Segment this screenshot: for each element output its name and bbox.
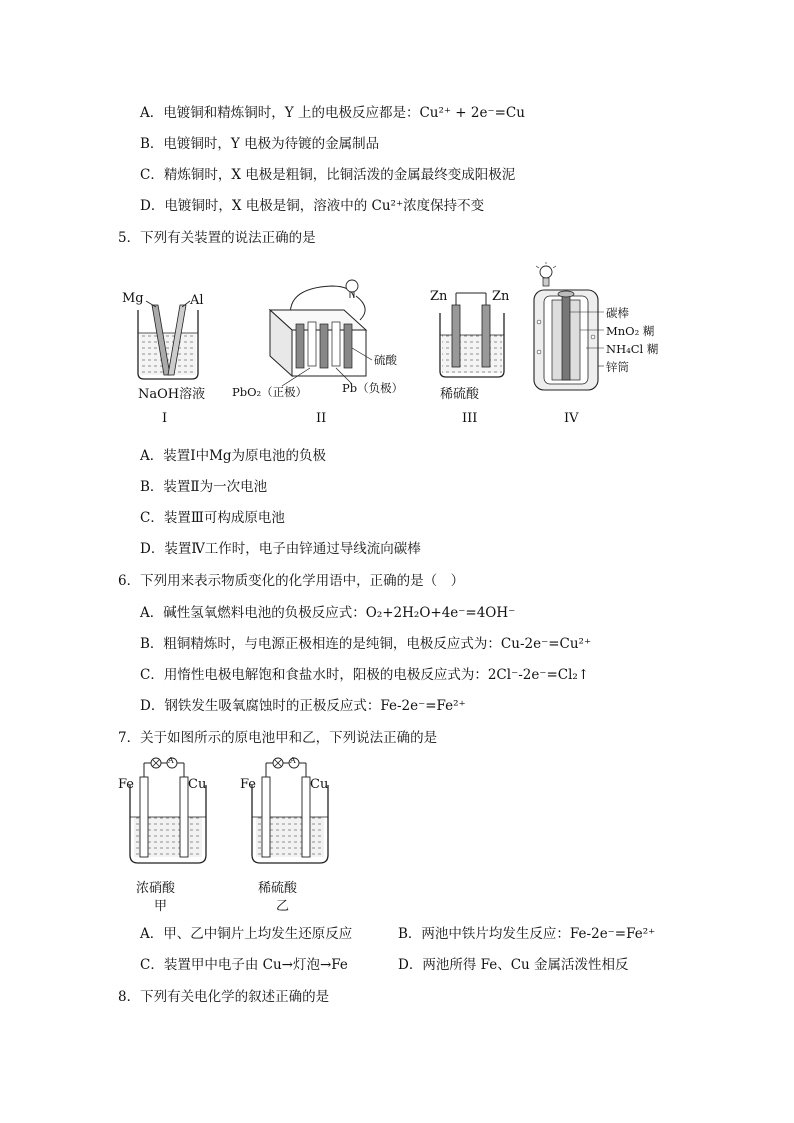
label-dilute-acid: 稀硫酸: [440, 387, 480, 402]
label-mno2: MnO₂ 糊: [606, 324, 655, 338]
q5-option-a: A．装置Ⅰ中Mg为原电池的负极: [140, 448, 327, 464]
label-pb: Pb（负极）: [342, 381, 404, 395]
q4-option-b: B．电镀铜时，Y 电极为待镀的金属制品: [140, 136, 380, 152]
q6-option-a: A．碱性氢氧燃料电池的负极反应式：O₂+2H₂O+4e⁻=4OH⁻: [140, 605, 516, 621]
q4-option-d: D．电镀铜时，X 电极是铜，溶液中的 Cu²⁺浓度保持不变: [140, 198, 485, 214]
q5-stem: 5．下列有关装置的说法正确的是: [118, 230, 316, 246]
label-nh4cl: NH₄Cl 糊: [606, 342, 659, 356]
q6-option-d: D．钢铁发生吸氧腐蚀时的正极反应式：Fe-2e⁻=Fe²⁺: [140, 698, 466, 714]
cell-yi-figure: [240, 755, 340, 915]
device-4-figure: [526, 262, 666, 430]
label-cu-yi: Cu: [310, 777, 329, 792]
device-1-figure: [118, 285, 218, 430]
label-jia: 甲: [154, 899, 168, 914]
q8-stem: 8．下列有关电化学的叙述正确的是: [118, 989, 330, 1005]
numeral-2: II: [316, 411, 327, 426]
label-yi: 乙: [276, 899, 290, 914]
device-3-figure: [428, 285, 518, 430]
q6-stem: 6．下列用来表示物质变化的化学用语中，正确的是（ ）: [118, 573, 465, 589]
label-conc-nitric: 浓硝酸: [136, 881, 176, 896]
q4-option-c: C．精炼铜时，X 电极是粗铜，比铜活泼的金属最终变成阳极泥: [140, 167, 516, 183]
q7-option-c: C．装置甲中电子由 Cu→灯泡→Fe: [140, 957, 348, 973]
label-cu-jia: Cu: [188, 777, 207, 792]
label-sulfuric-acid: 硫酸: [374, 353, 397, 367]
ammeter-symbol-yi: A: [290, 756, 296, 765]
label-al: Al: [190, 293, 204, 308]
label-naoh: NaOH溶液: [138, 387, 206, 402]
label-mg: Mg: [122, 291, 144, 306]
q7-option-b: B．两池中铁片均发生反应：Fe-2e⁻=Fe²⁺: [398, 926, 656, 942]
q4-option-a: A．电镀铜和精炼铜时，Y 上的电极反应都是：Cu²⁺ + 2e⁻=Cu: [140, 105, 525, 121]
q5-option-c: C．装置Ⅲ可构成原电池: [140, 510, 285, 526]
label-fe-yi: Fe: [240, 777, 257, 792]
q7-stem: 7．关于如图所示的原电池甲和乙，下列说法正确的是: [118, 730, 438, 746]
label-zn-right: Zn: [492, 289, 510, 304]
label-carbon-rod: 碳棒: [606, 306, 629, 320]
q7-option-a: A．甲、乙中铜片上均发生还原反应: [140, 926, 353, 942]
label-zn-left: Zn: [430, 289, 448, 304]
label-dilute-sulfuric: 稀硫酸: [258, 881, 298, 896]
label-zinc-can: 锌筒: [606, 360, 629, 374]
label-pbo2: PbO₂（正极）: [232, 385, 308, 399]
q5-option-d: D．装置Ⅳ工作时，电子由锌通过导线流向碳棒: [140, 541, 421, 557]
q7-option-d: D．两池所得 Fe、Cu 金属活泼性相反: [398, 957, 629, 973]
ammeter-symbol-jia: A: [168, 756, 174, 765]
numeral-4: IV: [564, 411, 579, 426]
q6-option-b: B．粗铜精炼时，与电源正极相连的是纯铜，电极反应式为：Cu-2e⁻=Cu²⁺: [140, 636, 592, 652]
numeral-1: I: [162, 411, 168, 426]
device-2-figure: [232, 268, 412, 430]
label-fe-jia: Fe: [118, 777, 135, 792]
q6-option-c: C．用惰性电极电解饱和食盐水时，阳极的电极反应式为：2Cl⁻-2e⁻=Cl₂↑: [140, 667, 590, 683]
cell-jia-figure: [118, 755, 218, 915]
q5-option-b: B．装置Ⅱ为一次电池: [140, 479, 268, 495]
numeral-3: III: [462, 411, 478, 426]
